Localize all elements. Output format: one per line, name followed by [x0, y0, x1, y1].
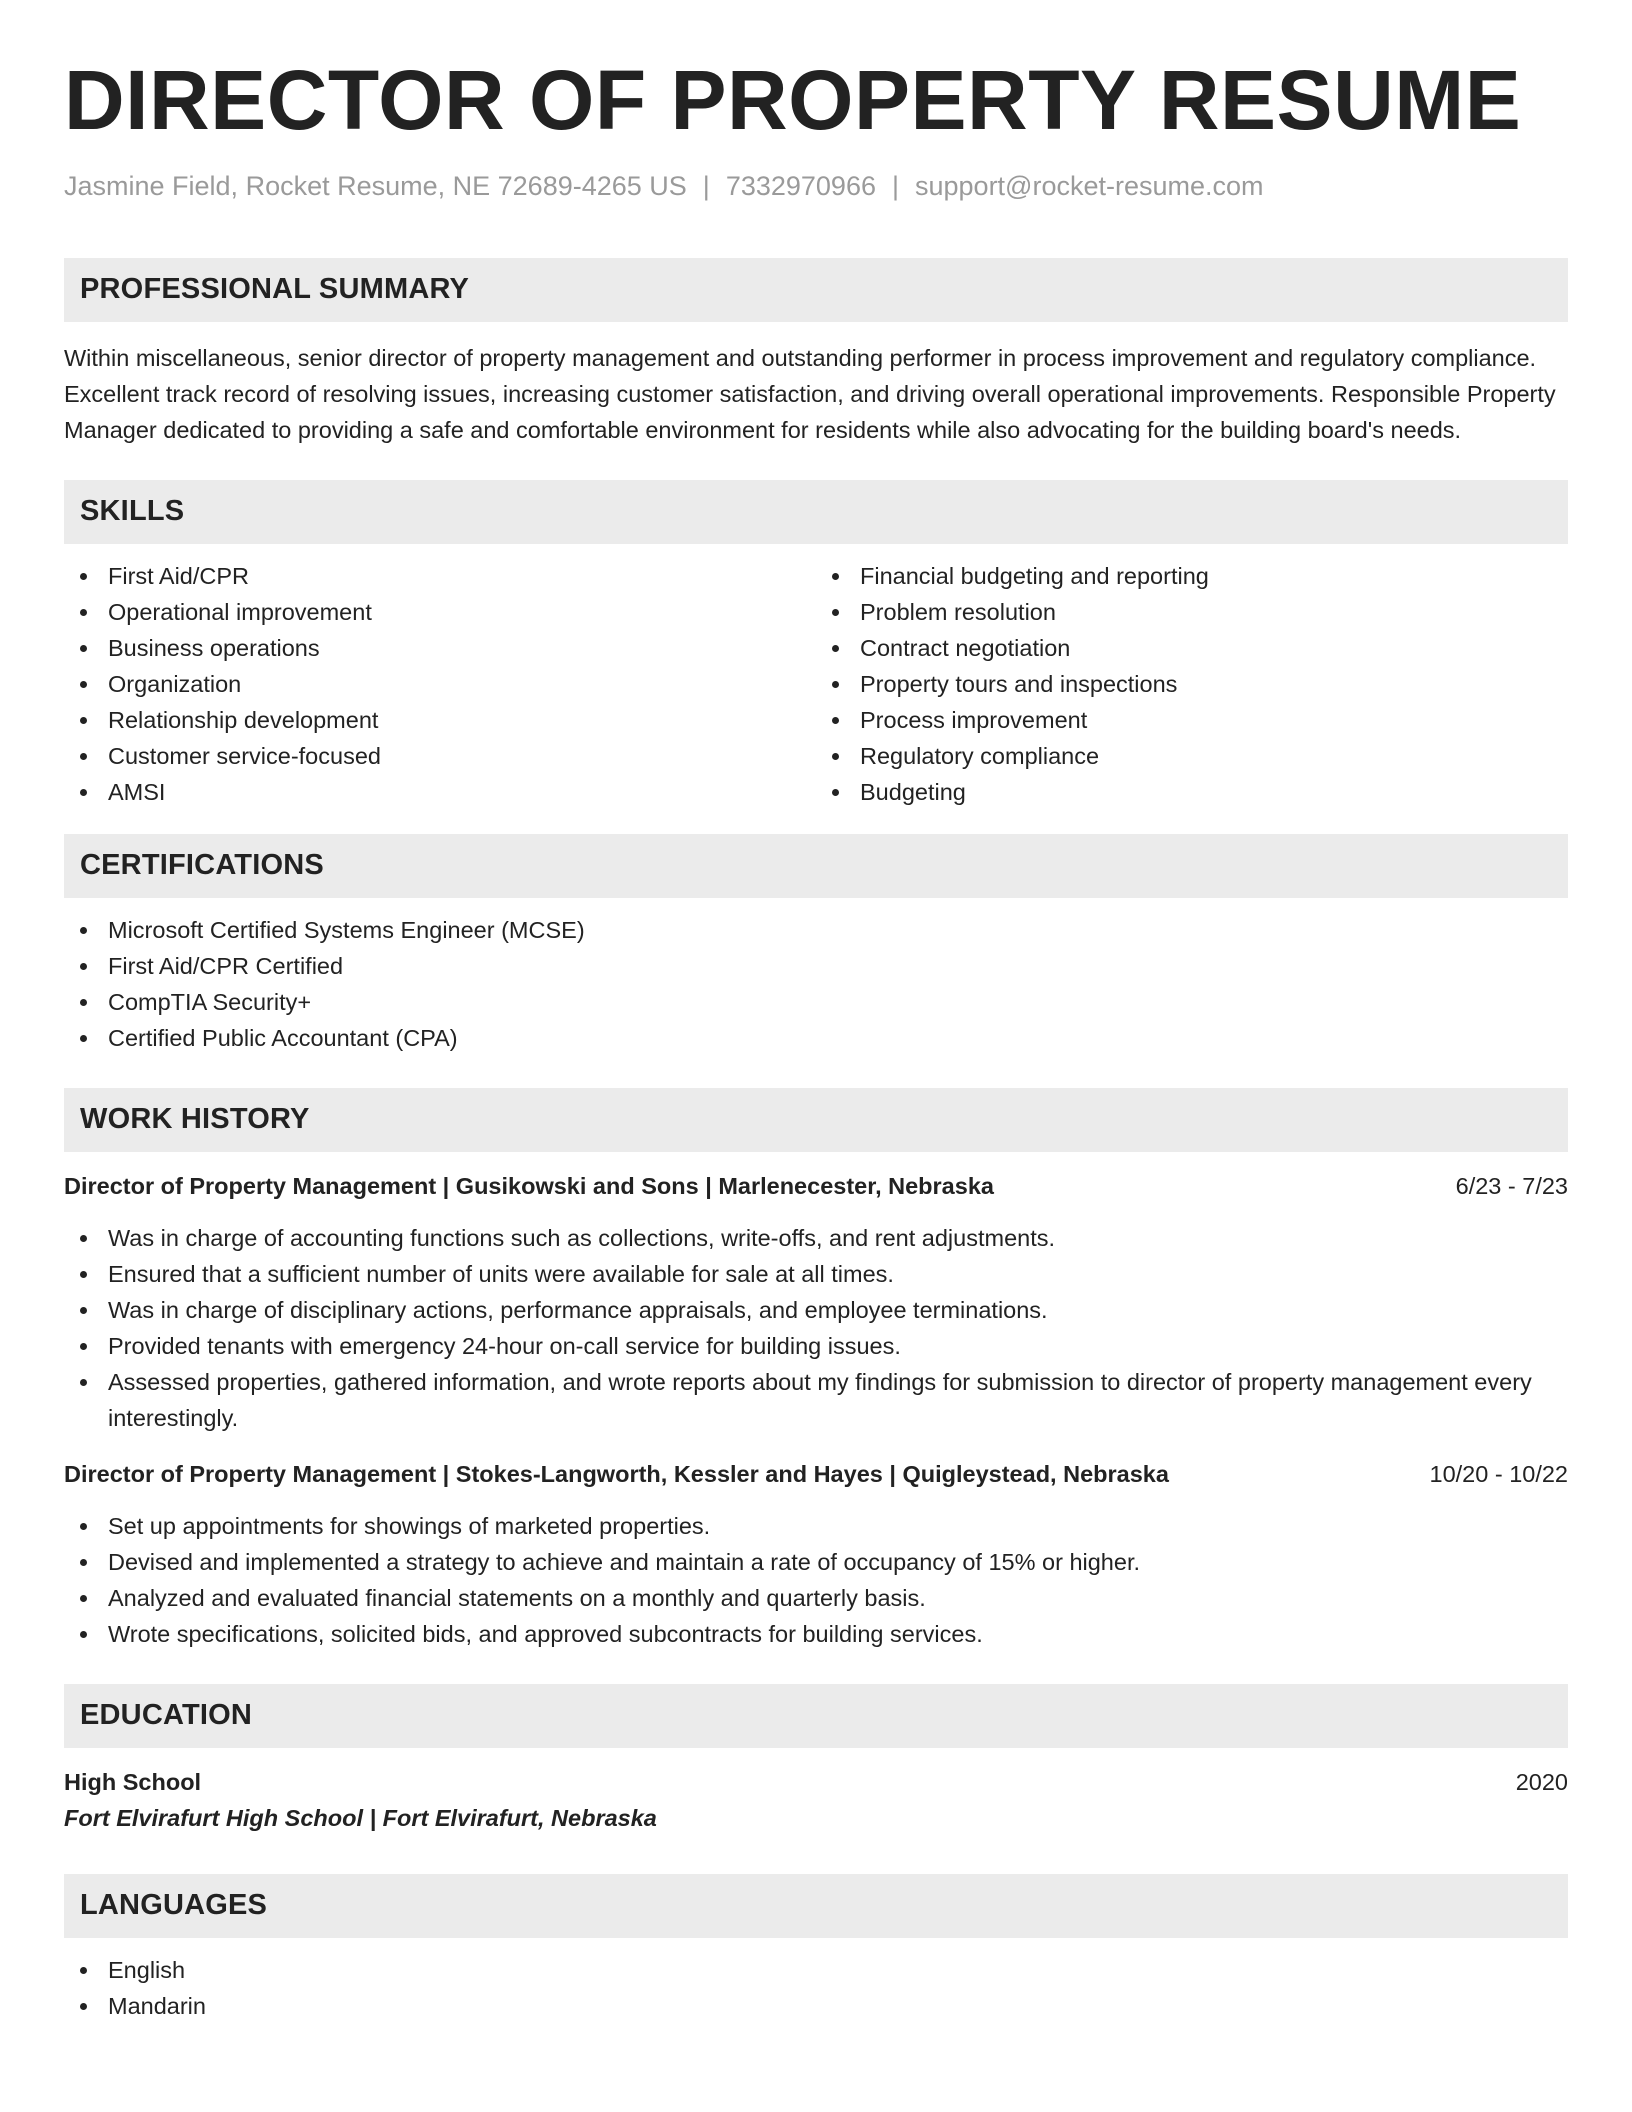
- contact-email: support@rocket-resume.com: [915, 170, 1264, 201]
- education-entry: [64, 1764, 1568, 1836]
- job-entry: [64, 1168, 1568, 1436]
- education-school: Fort Elvirafurt High School | Fort Elvirafurt, Nebraska: [64, 1804, 657, 1831]
- job-bullet: Assessed properties, gathered information, and wrote reports about my findings for submission to director of property management every interestingly.: [64, 1364, 1568, 1436]
- skills-list-left: [64, 558, 816, 810]
- job-title: Director of Property Management | Stokes-Langworth, Kessler and Hayes | Quigleystead, Nebraska: [64, 1460, 1169, 1487]
- certification-item: Microsoft Certified Systems Engineer (MCSE): [64, 912, 1568, 948]
- skill-item: Business operations: [64, 630, 816, 666]
- job-bullets: [64, 1508, 1568, 1652]
- section-header-certifications: CERTIFICATIONS: [64, 834, 1568, 898]
- job-bullet: Provided tenants with emergency 24-hour on-call service for building issues.: [64, 1328, 1568, 1364]
- certification-item: Certified Public Accountant (CPA): [64, 1020, 1568, 1056]
- languages-list: [64, 1952, 1568, 2024]
- work-history-list: [64, 1168, 1568, 1652]
- skill-item: Customer service-focused: [64, 738, 816, 774]
- job-bullet: Wrote specifications, solicited bids, and approved subcontracts for building services.: [64, 1616, 1568, 1652]
- skill-item: Organization: [64, 666, 816, 702]
- skill-item: Financial budgeting and reporting: [816, 558, 1568, 594]
- contact-separator: |: [891, 170, 899, 201]
- job-bullet: Analyzed and evaluated financial statements on a monthly and quarterly basis.: [64, 1580, 1568, 1616]
- contact-line: [64, 169, 1568, 204]
- job-bullets: [64, 1220, 1568, 1436]
- contact-address: Jasmine Field, Rocket Resume, NE 72689-4265 US: [64, 170, 687, 201]
- job-entry: [64, 1456, 1568, 1652]
- education-head: [64, 1764, 1568, 1800]
- skills-list-right: [816, 558, 1568, 810]
- skill-item: AMSI: [64, 774, 816, 810]
- certification-item: CompTIA Security+: [64, 984, 1568, 1020]
- skill-item: Budgeting: [816, 774, 1568, 810]
- job-bullet: Was in charge of disciplinary actions, performance appraisals, and employee terminations.: [64, 1292, 1568, 1328]
- skills-column-left: [64, 558, 816, 810]
- certification-item: First Aid/CPR Certified: [64, 948, 1568, 984]
- job-bullet: Ensured that a sufficient number of units were available for sale at all times.: [64, 1256, 1568, 1292]
- job-head: [64, 1456, 1568, 1492]
- skill-item: Property tours and inspections: [816, 666, 1568, 702]
- section-header-languages: LANGUAGES: [64, 1874, 1568, 1938]
- summary-text: Within miscellaneous, senior director of property management and outstanding performer in process improvement and regulatory compliance. Excellent track record of resolving issues, increasing customer satisfaction, and driving overall operational improvements. Responsible Property Manager dedicated to providing a safe and comfortable environment for residents while also advocating for the building board's needs.: [64, 344, 1556, 443]
- skill-item: First Aid/CPR: [64, 558, 816, 594]
- job-head: [64, 1168, 1568, 1204]
- section-header-work-history: WORK HISTORY: [64, 1088, 1568, 1152]
- skill-item: Problem resolution: [816, 594, 1568, 630]
- job-bullet: Was in charge of accounting functions such as collections, write-offs, and rent adjustments.: [64, 1220, 1568, 1256]
- section-header-summary: PROFESSIONAL SUMMARY: [64, 258, 1568, 322]
- contact-separator: |: [702, 170, 710, 201]
- skill-item: Relationship development: [64, 702, 816, 738]
- section-header-skills: SKILLS: [64, 480, 1568, 544]
- skills-column-right: [816, 558, 1568, 810]
- skill-item: Regulatory compliance: [816, 738, 1568, 774]
- language-item: English: [64, 1952, 1568, 1988]
- skills-grid: [64, 558, 1568, 810]
- job-dates: 6/23 - 7/23: [1455, 1172, 1568, 1199]
- skill-item: Operational improvement: [64, 594, 816, 630]
- job-title: Director of Property Management | Gusikowski and Sons | Marlenecester, Nebraska: [64, 1172, 994, 1199]
- education-degree: High School: [64, 1768, 202, 1795]
- section-header-education: EDUCATION: [64, 1684, 1568, 1748]
- language-item: Mandarin: [64, 1988, 1568, 2024]
- education-year: 2020: [1515, 1768, 1568, 1795]
- job-bullet: Devised and implemented a strategy to achieve and maintain a rate of occupancy of 15% or higher.: [64, 1544, 1568, 1580]
- skill-item: Contract negotiation: [816, 630, 1568, 666]
- job-dates: 10/20 - 10/22: [1429, 1460, 1568, 1487]
- job-bullet: Set up appointments for showings of marketed properties.: [64, 1508, 1568, 1544]
- resume-title: DIRECTOR OF PROPERTY RESUME: [64, 53, 1522, 147]
- certifications-list: [64, 912, 1568, 1056]
- contact-phone: 7332970966: [725, 170, 876, 201]
- skill-item: Process improvement: [816, 702, 1568, 738]
